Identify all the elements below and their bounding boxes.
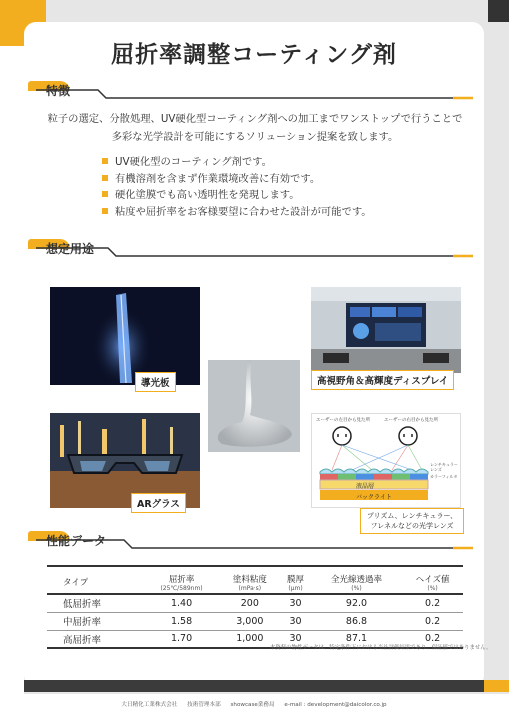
feature-list — [102, 154, 372, 220]
footer-department: showcase業務局 — [230, 702, 275, 708]
section-title: 特徴 — [46, 84, 71, 98]
section-header-features — [28, 80, 473, 100]
footer-company: 大日精化工業株式会社 — [121, 702, 178, 708]
bottom-band-accent — [484, 680, 509, 692]
disclaimer-note: 本資料の物性データは、特定条件下における当社評価結果であり、保証値ではありません。 — [270, 645, 492, 651]
bullet-square-icon — [102, 208, 108, 214]
column-header: 全光線透過率 (%) — [311, 566, 402, 594]
display-photo — [311, 287, 461, 373]
diagram-right-caption: ユーザーの右目から見た所 — [384, 418, 438, 423]
diagram-left-caption: ユーザーの左目から見た所 — [316, 418, 370, 423]
light-guide-photo — [50, 287, 200, 385]
coating-liquid-photo — [208, 360, 300, 452]
corner-accent-dark — [488, 0, 509, 22]
intro-text — [30, 110, 480, 146]
performance-table — [47, 565, 463, 649]
label-ar-glasses: ARグラス — [131, 493, 186, 513]
section-header-performance — [28, 530, 473, 550]
bottom-band — [24, 680, 509, 692]
diagram-filter-label: カラーフィルタ — [430, 474, 458, 479]
diagram-backlight-label: バックライト — [356, 494, 392, 501]
diagram-lc-label: 液晶層 — [356, 483, 375, 490]
label-optical-lens: プリズム、レンチキュラー、 フレネルなどの光学レンズ — [360, 508, 464, 534]
bullet-square-icon — [102, 191, 108, 197]
column-header: タイプ — [47, 566, 144, 594]
table-header-row — [47, 566, 463, 594]
diagram-lens-label: レンチキュラー レンズ — [430, 462, 458, 472]
page-title: 屈折率調整コーティング剤 — [111, 42, 397, 68]
list-item: 有機溶剤を含まず作業環境改善に有効です。 — [102, 171, 372, 188]
list-item: 粘度や屈折率をお客様要望に合わせた設計が可能です。 — [102, 204, 372, 221]
footer-division: 技術管理本部 — [187, 702, 221, 708]
list-item: UV硬化型のコーティング剤です。 — [102, 154, 372, 171]
footer-email[interactable]: e-mail : development@daicolor.co.jp — [284, 702, 387, 708]
column-header: 塗料粘度 (mPa·s) — [219, 566, 280, 594]
table-row: 高屈折率 1.70 1,000 30 87.1 0.2 — [47, 630, 463, 648]
bullet-square-icon — [102, 158, 108, 164]
column-header: ヘイズ値 (%) — [402, 566, 463, 594]
intro-line-2: 多彩な光学設計を可能にするソリューション提案を致します。 — [111, 131, 399, 143]
column-header: 膜厚 (μm) — [280, 566, 310, 594]
list-item: 硬化塗膜でも高い透明性を発現します。 — [102, 187, 372, 204]
footer — [24, 700, 484, 708]
table-row: 低屈折率 1.40 200 30 92.0 0.2 — [47, 594, 463, 612]
label-light-guide: 導光板 — [135, 372, 176, 392]
section-title: 性能データ — [46, 534, 107, 548]
lenticular-diagram — [311, 413, 461, 508]
table-row: 中屈折率 1.58 3,000 30 86.8 0.2 — [47, 612, 463, 630]
intro-line-1: 粒子の選定、分散処理、UV硬化型コーティング剤への加工までワンストップで行うことで — [47, 113, 463, 125]
label-display: 高視野角＆高輝度ディスプレイ — [311, 370, 454, 390]
section-header-applications — [28, 238, 473, 258]
bullet-square-icon — [102, 175, 108, 181]
column-header: 屈折率 (25℃/589nm) — [144, 566, 220, 594]
section-title: 想定用途 — [46, 242, 95, 256]
